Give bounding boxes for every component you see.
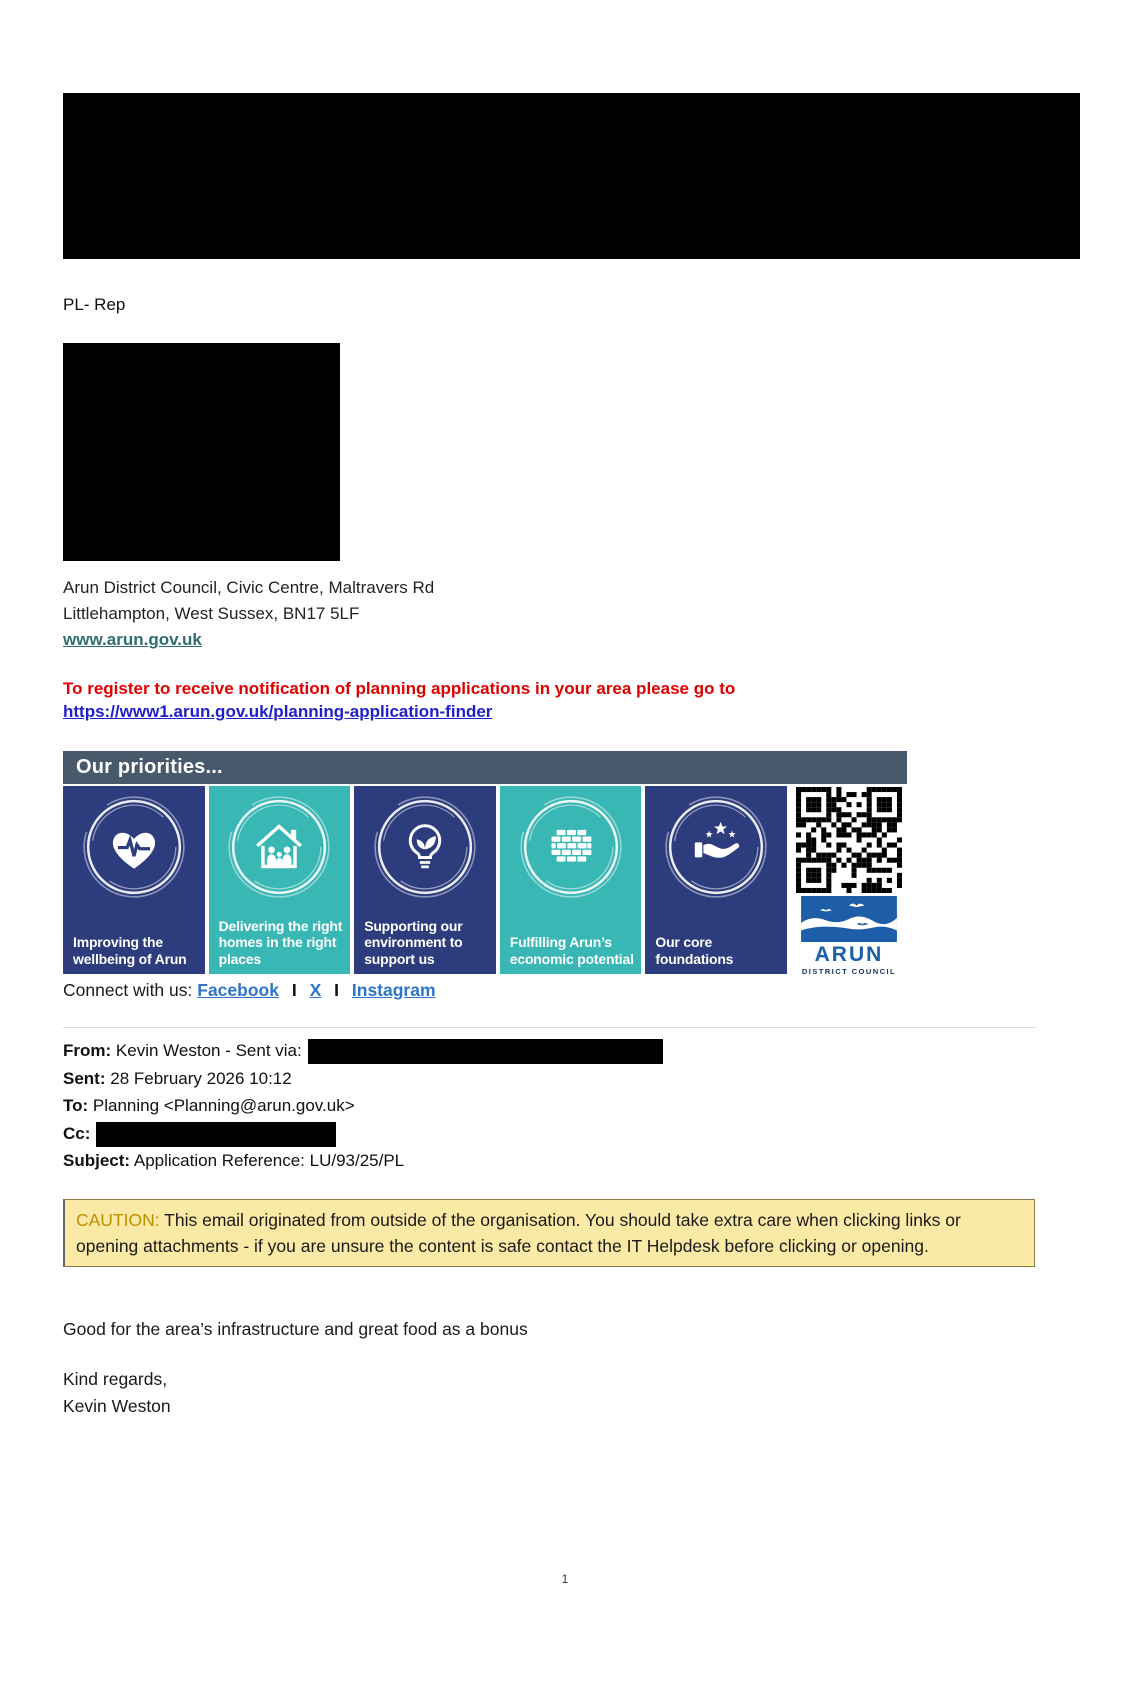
register-notice-text: To register to receive notification of planning applications in your area please go to xyxy=(63,679,736,698)
arun-council-logo xyxy=(799,896,899,976)
to-value: Planning <Planning@arun.gov.uk> xyxy=(92,1096,355,1115)
email-body-message: Good for the area’s infrastructure and great food as a bonus xyxy=(63,1318,528,1339)
caution-banner xyxy=(63,1199,1035,1267)
priority-tile-label: Fulfilling Arun’s economic potential xyxy=(509,934,634,967)
redacted-inline xyxy=(308,1039,663,1064)
caution-label: CAUTION: xyxy=(76,1209,160,1230)
register-notice xyxy=(63,677,1130,723)
cc-row xyxy=(63,1120,1130,1148)
sent-row xyxy=(63,1065,1130,1093)
logo-name: ARUN xyxy=(814,943,884,966)
planning-finder-link[interactable]: https://www1.arun.gov.uk/planning-application-finder xyxy=(63,702,493,721)
qr-code xyxy=(796,787,902,893)
brick-wall-icon xyxy=(516,792,626,902)
logo-subtitle: DISTRICT COUNCIL xyxy=(801,967,897,976)
priority-tile-foundations xyxy=(645,786,787,974)
from-row xyxy=(63,1037,1130,1065)
banner-right-column xyxy=(791,786,907,974)
divider xyxy=(63,1027,1035,1028)
priority-tile-economic xyxy=(500,786,642,974)
redacted-block xyxy=(63,93,1080,259)
priority-tile-environment xyxy=(354,786,496,974)
sent-value: 28 February 2026 10:12 xyxy=(110,1068,292,1088)
waves-birds-icon xyxy=(799,896,899,942)
priority-tile-label: Delivering the right homes in the right places xyxy=(218,917,343,967)
subject-row xyxy=(63,1147,1130,1175)
hand-stars-icon xyxy=(661,792,771,902)
connect-label: Connect with us: xyxy=(63,980,193,1000)
bulb-leaf-icon xyxy=(370,792,480,902)
redacted-inline xyxy=(96,1122,336,1147)
x-link[interactable]: X xyxy=(309,980,322,1000)
priority-tile-homes xyxy=(209,786,351,974)
to-label: To: xyxy=(63,1096,89,1115)
priorities-tiles xyxy=(63,786,907,974)
heart-pulse-icon xyxy=(79,792,189,902)
caution-text: This email originated from outside of the organisation. You should take extra care when clicking links or opening attachments - if you are unsure the content is safe contact the IT Helpdesk before clicking or opening. xyxy=(76,1209,961,1256)
cc-label: Cc: xyxy=(63,1123,91,1143)
from-label: From: xyxy=(63,1041,112,1060)
link-separator: I xyxy=(334,980,340,1000)
closing-text: Kind regards, xyxy=(63,1368,168,1389)
sent-label: Sent: xyxy=(63,1068,106,1088)
subject-label: Subject: xyxy=(63,1151,131,1170)
priorities-title: Our priorities... xyxy=(63,751,907,784)
instagram-link[interactable]: Instagram xyxy=(351,980,436,1000)
page-number: 1 xyxy=(561,1572,569,1586)
priorities-banner xyxy=(63,751,907,974)
link-separator: I xyxy=(291,980,297,1000)
to-row xyxy=(63,1092,1130,1120)
priority-tile-label: Our core foundations xyxy=(655,934,734,967)
email-closing xyxy=(63,1366,1130,1420)
from-value: Kevin Weston - Sent via: xyxy=(115,1041,302,1060)
signature-address xyxy=(63,575,1130,653)
facebook-link[interactable]: Facebook xyxy=(197,980,279,1000)
document-label: PL- Rep xyxy=(63,295,126,314)
priority-tile-label: Improving the wellbeing of Arun xyxy=(73,934,187,967)
subject-value: Application Reference: LU/93/25/PL xyxy=(133,1151,405,1170)
priority-tile-wellbeing xyxy=(63,786,205,974)
house-family-icon xyxy=(224,792,334,902)
redacted-block xyxy=(63,343,340,561)
email-page xyxy=(0,93,1130,1420)
sender-name: Kevin Weston xyxy=(63,1395,171,1416)
address-line-2: Littlehampton, West Sussex, BN17 5LF xyxy=(63,604,360,623)
priority-tile-label: Supporting our environment to support us xyxy=(364,917,463,967)
website-link[interactable]: www.arun.gov.uk xyxy=(63,630,202,649)
connect-row xyxy=(63,980,1130,1001)
email-header-block xyxy=(63,1037,1130,1175)
address-line-1: Arun District Council, Civic Centre, Maltravers Rd xyxy=(63,578,435,597)
